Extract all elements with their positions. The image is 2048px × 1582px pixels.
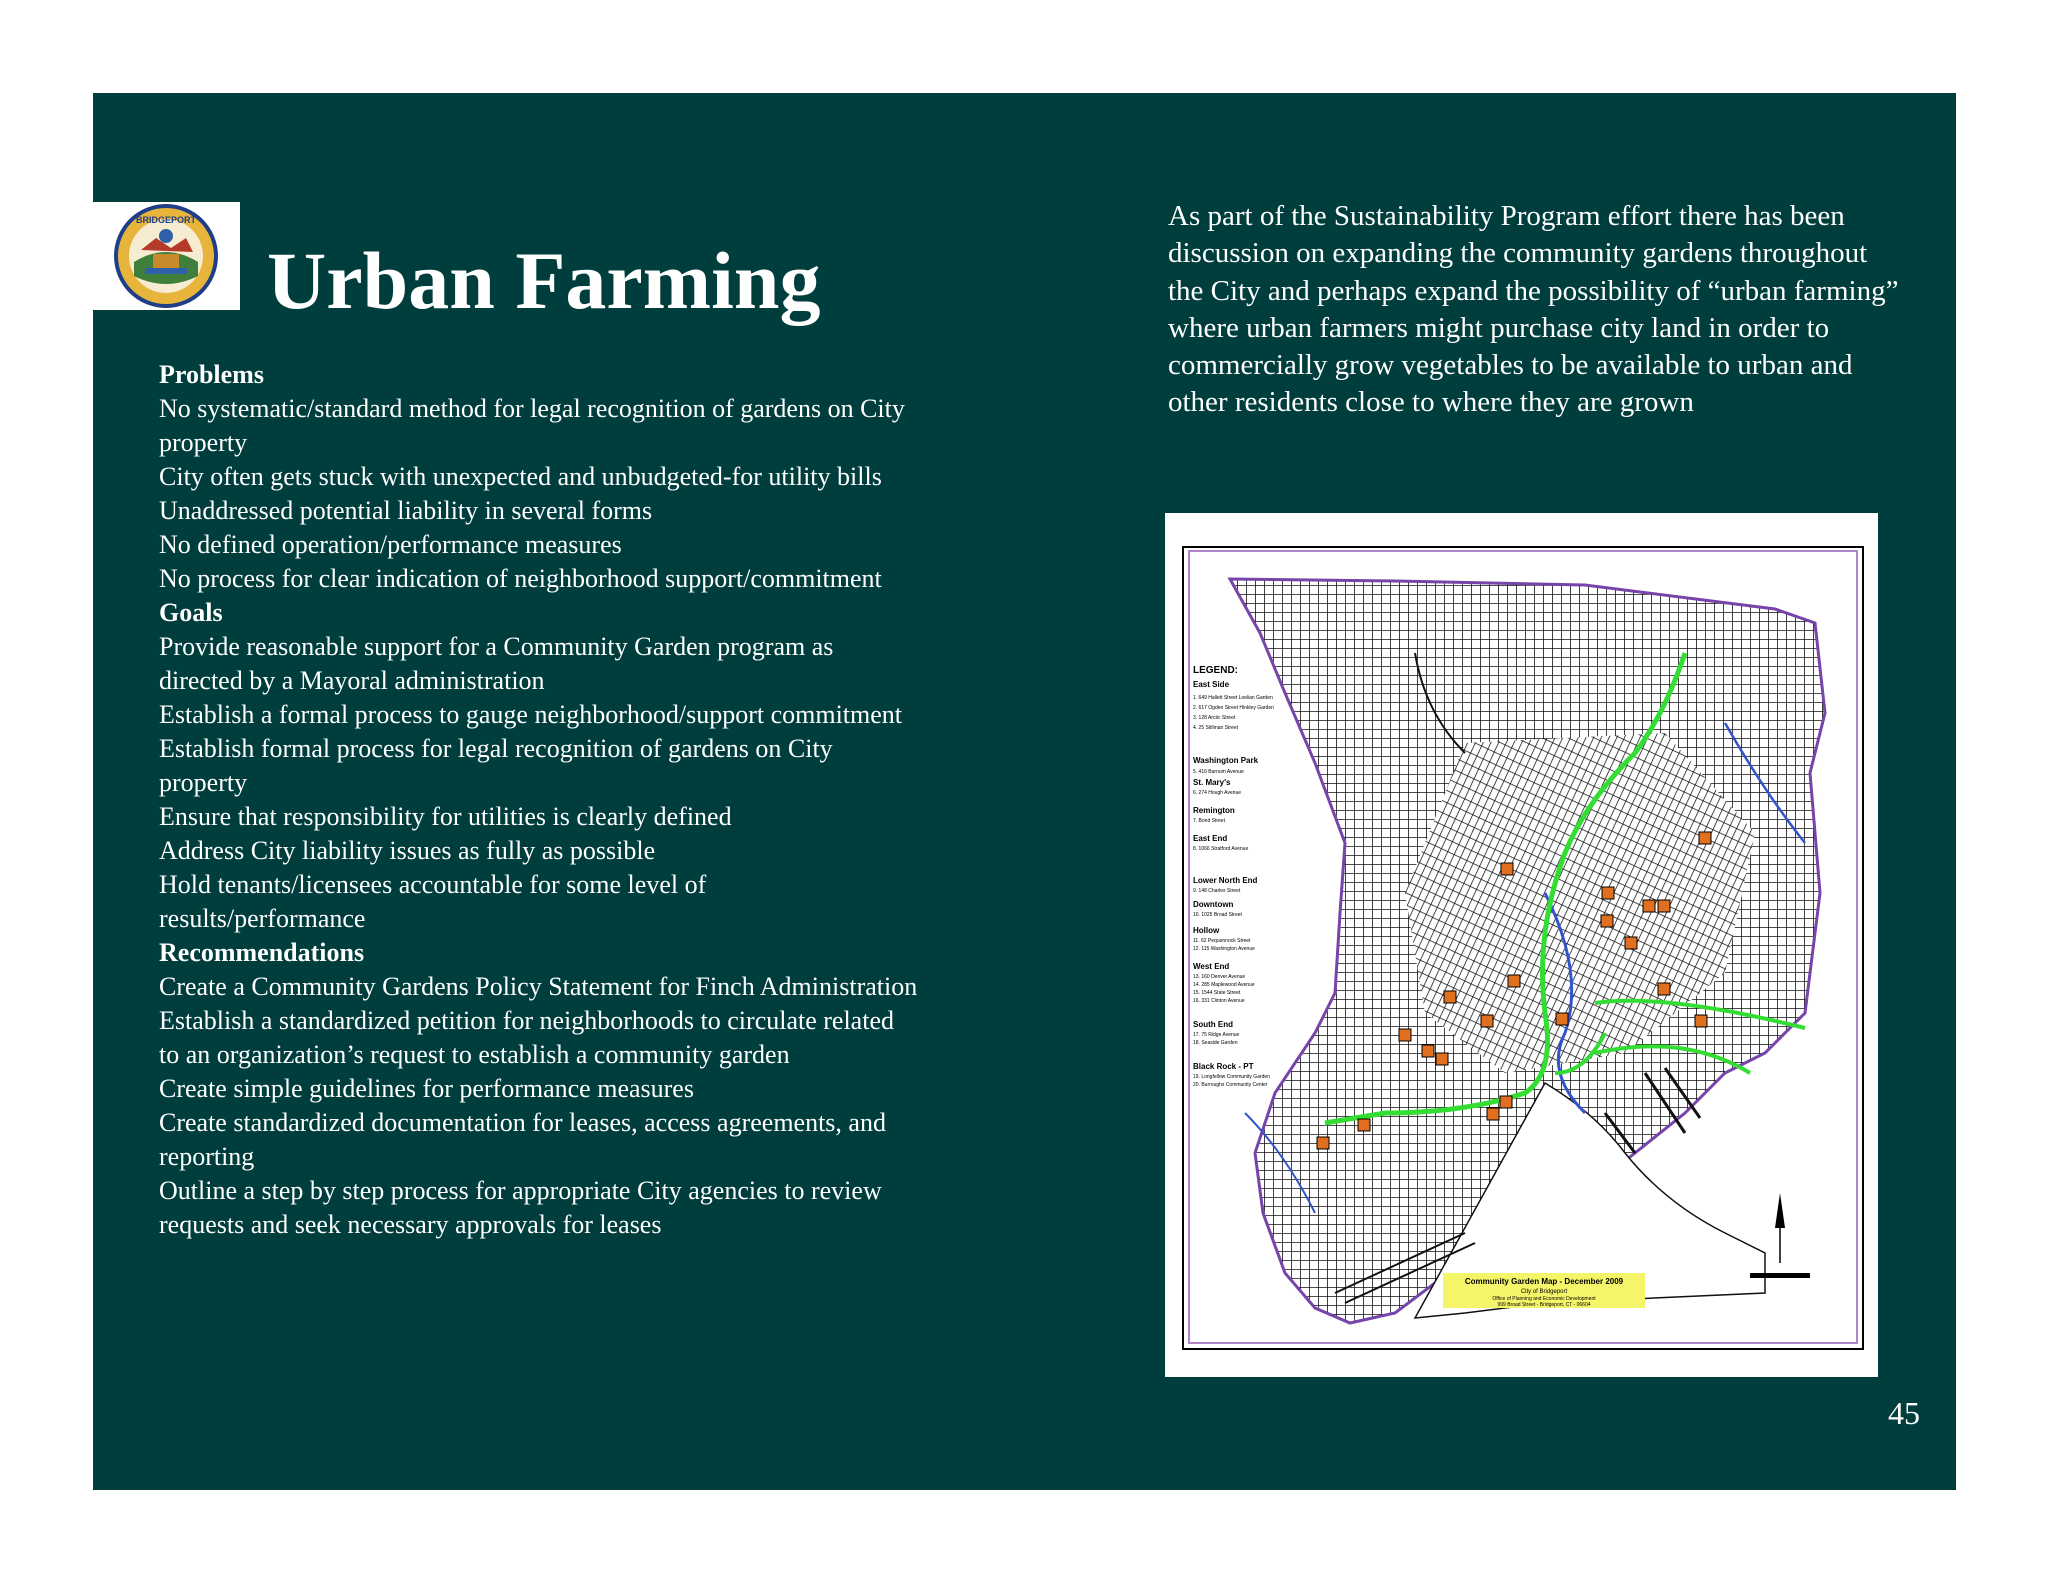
- recommendation-item: Create standardized documentation for leases, access agreements, and reporting: [159, 1108, 886, 1171]
- legend-area: Black Rock - PT: [1193, 1062, 1254, 1071]
- legend-entry: 18. Seaside Garden: [1193, 1040, 1238, 1046]
- legend-entry: 6. 274 Hough Avenue: [1193, 790, 1242, 796]
- legend-area: Washington Park: [1193, 756, 1259, 765]
- community-garden-map: [1165, 513, 1878, 1377]
- legend-entry: 13. 160 Denver Avenue: [1193, 974, 1246, 980]
- garden-marker: [1487, 1108, 1499, 1120]
- legend-entry: 14. 285 Maplewood Avenue: [1193, 982, 1255, 988]
- garden-marker: [1658, 900, 1670, 912]
- legend-area: St. Mary's: [1193, 778, 1231, 787]
- goal-item: Hold tenants/licensees accountable for some level of results/performance: [159, 870, 707, 933]
- garden-marker: [1643, 900, 1655, 912]
- legend-entry: 9. 148 Charles Street: [1193, 888, 1241, 894]
- garden-marker: [1625, 937, 1637, 949]
- legend-entry: 19. Longfellow Community Garden: [1193, 1074, 1270, 1080]
- legend-entry: 2. 617 Ogden Street Hinkley Garden: [1193, 705, 1274, 711]
- goals-heading: Goals: [159, 598, 223, 627]
- legend-entry: 11. 62 Pequonnock Street: [1193, 938, 1251, 944]
- problem-item: No process for clear indication of neighborhood support/commitment: [159, 564, 882, 593]
- goals-section: [159, 596, 919, 936]
- goal-item: Establish formal process for legal recognition of gardens on City property: [159, 734, 833, 797]
- recommendation-item: Outline a step by step process for appropriate City agencies to review requests and seek necessary approvals for leases: [159, 1176, 882, 1239]
- garden-marker: [1500, 1096, 1512, 1108]
- scale-bar: [1750, 1273, 1810, 1278]
- problem-item: No systematic/standard method for legal recognition of gardens on City property: [159, 394, 905, 457]
- legend-entry: 16. 331 Clinton Avenue: [1193, 998, 1245, 1004]
- map-caption-line: City of Bridgeport: [1520, 1289, 1568, 1295]
- legend-area: South End: [1193, 1020, 1233, 1029]
- garden-marker: [1658, 983, 1670, 995]
- garden-marker: [1399, 1029, 1411, 1041]
- problem-item: City often gets stuck with unexpected and unbudgeted-for utility bills: [159, 462, 882, 491]
- svg-text:BRIDGEPORT: BRIDGEPORT: [135, 215, 197, 225]
- legend-title: LEGEND:: [1193, 665, 1238, 676]
- legend-entry: 8. 1066 Stratford Avenue: [1193, 846, 1249, 852]
- legend-area: Hollow: [1193, 926, 1220, 935]
- legend-entry: 5. 416 Barnum Avenue: [1193, 769, 1244, 775]
- page-number: 45: [1888, 1395, 1920, 1431]
- garden-marker: [1695, 1015, 1707, 1027]
- garden-marker: [1481, 1015, 1493, 1027]
- legend-area: Lower North End: [1193, 876, 1258, 885]
- problem-item: No defined operation/performance measures: [159, 530, 622, 559]
- problems-heading: Problems: [159, 360, 264, 389]
- legend-area: West End: [1193, 962, 1230, 971]
- garden-marker: [1556, 1013, 1568, 1025]
- garden-marker: [1358, 1119, 1370, 1131]
- recommendation-item: Create a Community Gardens Policy Statement for Finch Administration: [159, 972, 918, 1001]
- page-title: Urban Farming: [267, 235, 821, 326]
- legend-area: East Side: [1193, 680, 1230, 689]
- problem-item: Unaddressed potential liability in several forms: [159, 496, 653, 525]
- garden-marker: [1501, 863, 1513, 875]
- recommendation-item: Create simple guidelines for performance measures: [159, 1074, 694, 1103]
- goal-item: Provide reasonable support for a Community Garden program as directed by a Mayoral administration: [159, 632, 834, 695]
- recommendations-heading: Recommendations: [159, 938, 365, 967]
- map-caption-title: Community Garden Map - December 2009: [1464, 1277, 1624, 1286]
- legend-entry: 15. 1544 State Street: [1193, 990, 1241, 996]
- legend-area: Downtown: [1193, 900, 1234, 909]
- goal-item: Ensure that responsibility for utilities is clearly defined: [159, 802, 732, 831]
- left-column: [159, 358, 919, 1242]
- goal-item: Address City liability issues as fully as possible: [159, 836, 656, 865]
- map-caption-line: Office of Planning and Economic Development: [1492, 1296, 1596, 1302]
- garden-marker: [1422, 1045, 1434, 1057]
- garden-marker: [1508, 975, 1520, 987]
- garden-marker: [1436, 1053, 1448, 1065]
- recommendations-section: [159, 936, 919, 1242]
- garden-marker: [1317, 1137, 1329, 1149]
- legend-entry: 20. Burroughs Community Center: [1193, 1082, 1268, 1088]
- garden-marker: [1601, 915, 1613, 927]
- legend-area: East End: [1193, 834, 1228, 843]
- map-caption-line: 999 Broad Street - Bridgeport, CT - 06604: [1497, 1302, 1591, 1308]
- north-arrow-icon: [1775, 1193, 1785, 1263]
- map-legend: [1193, 665, 1274, 1088]
- recommendation-item: Establish a standardized petition for neighborhoods to circulate related to an organization’s request to establish a community garden: [159, 1006, 894, 1069]
- legend-entry: 17. 75 Ridge Avenue: [1193, 1032, 1240, 1038]
- seal-box: [93, 202, 240, 310]
- legend-area: Remington: [1193, 806, 1235, 815]
- garden-marker: [1444, 991, 1456, 1003]
- legend-entry: 10. 1025 Broad Street: [1193, 912, 1242, 918]
- legend-entry: 12. 115 Washington Avenue: [1193, 946, 1255, 952]
- garden-marker: [1699, 832, 1711, 844]
- garden-marker: [1602, 887, 1614, 899]
- legend-entry: 7. Bond Street: [1193, 818, 1225, 824]
- problems-section: [159, 358, 919, 596]
- legend-entry: 3. 128 Arctic Street: [1193, 715, 1236, 721]
- sustainability-paragraph: As part of the Sustainability Program effort there has been discussion on expanding the community gardens throughout the City and perhaps expand the possibility of “urban farming” where urban farmers might purchase city land in order to commercially grow vegetables to be available to urban and other residents close to where they are grown: [1168, 200, 1899, 419]
- goal-item: Establish a formal process to gauge neighborhood/support commitment: [159, 700, 903, 729]
- legend-entry: 4. 25 Stillman Street: [1193, 725, 1239, 731]
- city-seal-icon: [101, 202, 231, 310]
- legend-entry: 1. 649 Hallett Street Loelian Garden: [1193, 695, 1273, 701]
